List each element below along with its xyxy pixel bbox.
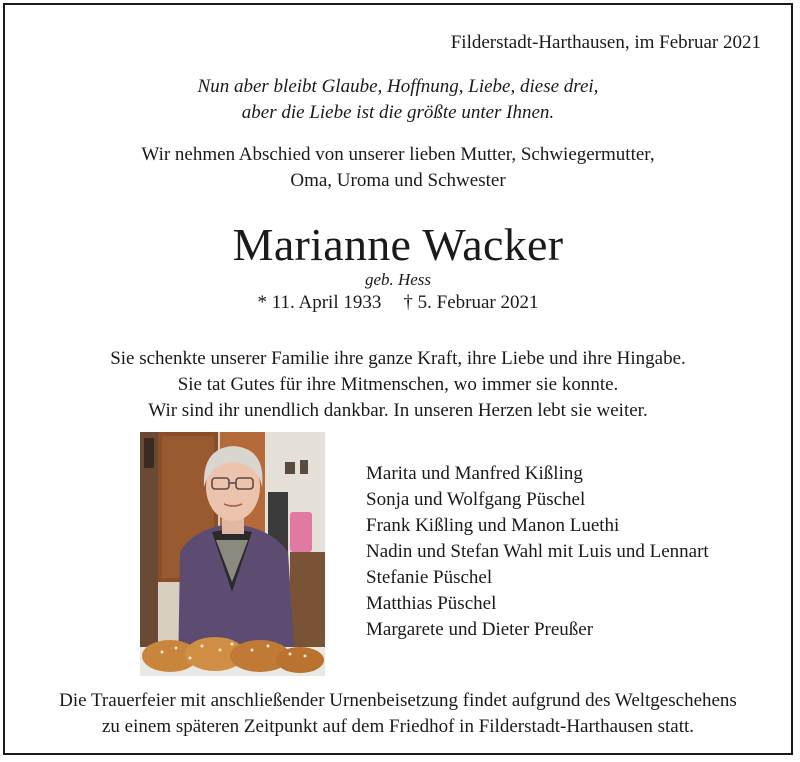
bible-verse — [5, 74, 791, 126]
life-dates — [5, 291, 791, 315]
verse-line: aber die Liebe ist die größte unter Ihnen. — [241, 102, 555, 123]
farewell-intro — [5, 142, 791, 194]
tribute-text — [5, 346, 791, 424]
deceased-name: Marianne Wacker — [232, 219, 564, 270]
closing-line: zu einem späteren Zeitpunkt auf dem Friedhof in Filderstadt-Harthausen statt. — [102, 716, 694, 737]
funeral-notice — [5, 688, 791, 740]
closing-line: Die Trauerfeier mit anschließender Urnenbeisetzung findet aufgrund des Weltgeschehens — [59, 690, 737, 711]
mourner-entry: Sonja und Wolfgang Püschel — [366, 489, 586, 510]
tribute-line: Sie schenkte unserer Familie ihre ganze Kraft, ihre Liebe und ihre Hingabe. — [110, 348, 686, 369]
tribute-line: Wir sind ihr unendlich dankbar. In unseren Herzen lebt sie weiter. — [148, 400, 648, 421]
obituary-frame — [3, 3, 793, 755]
intro-line: Oma, Uroma und Schwester — [290, 170, 506, 191]
mourner-entry: Marita und Manfred Kißling — [366, 463, 583, 484]
verse-line: Nun aber bleibt Glaube, Hoffnung, Liebe, diese drei, — [197, 76, 599, 97]
intro-line: Wir nehmen Abschied von unserer lieben Mutter, Schwiegermutter, — [141, 144, 655, 165]
maiden-name: geb. Hess — [364, 270, 432, 289]
tribute-line: Sie tat Gutes für ihre Mitmenschen, wo immer sie konnte. — [177, 374, 619, 395]
portrait-photo — [140, 432, 325, 676]
mourners-list — [366, 461, 709, 643]
death-date: † 5. Februar 2021 — [403, 292, 539, 313]
birth-date: * 11. April 1933 — [257, 292, 382, 313]
mourner-entry: Frank Kißling und Manon Luethi — [366, 515, 620, 536]
mourner-entry: Margarete und Dieter Preußer — [366, 619, 594, 640]
mourner-entry: Matthias Püschel — [366, 593, 497, 614]
mourner-entry: Nadin und Stefan Wahl mit Luis und Lennart — [366, 541, 709, 562]
mourner-entry: Stefanie Püschel — [366, 567, 493, 588]
place-date: Filderstadt-Harthausen, im Februar 2021 — [450, 32, 761, 53]
